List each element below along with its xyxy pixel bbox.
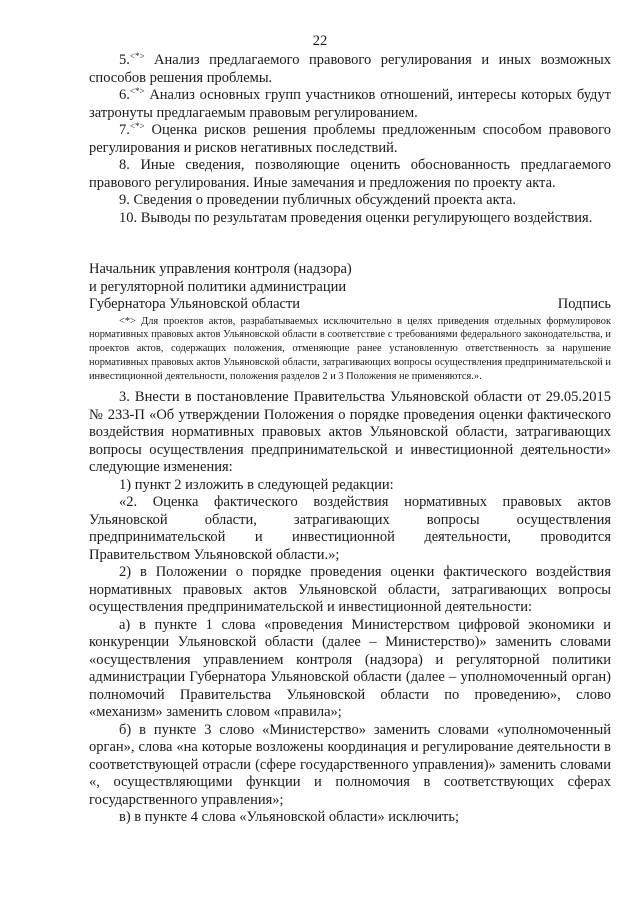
list-item xyxy=(89,192,611,210)
item-text: Анализ основных групп участников отношений, интересы которых будут затронуты предлагаемым правовым регулированием. xyxy=(89,87,611,121)
footnote-mark: <*> xyxy=(129,86,145,96)
amendment-paragraph: в) в пункте 4 слова «Ульяновской области» исключить; xyxy=(119,809,459,826)
item-text: Иные сведения, позволяющие оценить обоснованность предлагаемого правового регулирования. Иные замечания и предложения по проекту акта. xyxy=(89,157,611,191)
item-number: 6. xyxy=(119,87,130,103)
list-item xyxy=(89,122,611,157)
document-body xyxy=(89,52,611,827)
footnote-mark: <*> xyxy=(129,121,145,131)
signature-line: и регуляторной политики администрации xyxy=(89,278,347,295)
item-text: Анализ предлагаемого правового регулирования и иных возможных способов решения проблемы. xyxy=(89,52,611,86)
item-text: Выводы по результатам проведения оценки регулирующего воздействия. xyxy=(137,209,593,226)
footnote xyxy=(89,315,611,384)
amendment-paragraph: 2) в Положении о порядке проведения оценки фактического воздействия нормативных правовых актов Ульяновской области, затрагивающих вопросы осуществления предпринимательской и инвестиционной деятельности: xyxy=(89,564,611,616)
signature-label: Подпись xyxy=(557,296,611,312)
amendments xyxy=(89,389,611,827)
item-text: Оценка рисков решения проблемы предложенным способом правового регулирования и рисков негативных последствий. xyxy=(89,122,611,156)
list-item xyxy=(89,87,611,122)
page-number: 22 xyxy=(312,33,328,49)
amendment-paragraph: 1) пункт 2 изложить в следующей редакции: xyxy=(119,476,394,493)
list-item xyxy=(89,52,611,87)
item-number: 5. xyxy=(119,52,130,68)
list-item xyxy=(89,157,611,192)
item-number: 7. xyxy=(119,122,130,138)
footnote-mark: <*> xyxy=(129,51,145,61)
item-number: 10. xyxy=(119,209,138,226)
signature-line: Губернатора Ульяновской области xyxy=(89,296,301,312)
list-item xyxy=(89,210,611,228)
item-text: Сведения о проведении публичных обсуждений проекта акта. xyxy=(129,192,516,208)
amendment-paragraph: 3. Внести в постановление Правительства Ульяновской области от 29.05.2015 № 233-П «Об утверждении Положения о порядке проведения оценки фактического воздействия нормативных правовых актов Ульяновской области, затрагивающих вопросы осуществления предпринимательской и инвестиционной деятельности» следующие изменения: xyxy=(89,389,611,476)
signature-row xyxy=(89,296,611,314)
amendment-paragraph: «2. Оценка фактического воздействия нормативных правовых актов Ульяновской области, затрагивающих вопросы осуществления предпринимательской и инвестиционной деятельности, проводится Правительством Ульяновской области.»; xyxy=(89,494,611,563)
item-number: 9. xyxy=(119,192,130,208)
amendment-paragraph: б) в пункте 3 слово «Министерство» заменить словами «уполномоченный орган», слова «на которые возложены координация и регулирование деятельности в соответствующей отрасли (сфере государственного управления)» заменить словами «, осуществляющими функции и полномочия в соответствующих сферах государственного управления»; xyxy=(89,721,611,808)
item-number: 8. xyxy=(119,157,130,173)
footnote-text: <*> Для проектов актов, разрабатываемых исключительно в целях приведения отдельных формулировок нормативных правовых актов Ульяновской области в соответствие с требованиями федерального законодательства, и проектов актов, содержащих положения, отменяющие ранее установленную ответственность за нарушение нормативных правовых актов Ульяновской области, затрагивающих вопросы осуществления предпринимательской и инвестиционной деятельности, положения разделов 2 и 3 Положения не применяются.». xyxy=(89,315,611,382)
signature-line: Начальник управления контроля (надзора) xyxy=(89,261,352,277)
signature-block xyxy=(89,261,611,314)
amendment-paragraph: а) в пункте 1 слова «проведения Министерством цифровой экономики и конкуренции Ульяновской области (далее – Министерство)» заменить словами «осуществления управлением контроля (надзора) и регуляторной политики администрации Губернатора Ульяновской области (далее – уполномоченный орган) полномочий Правительства Ульяновской области по проведению», слово «механизм» заменить словом «правила»; xyxy=(89,616,611,721)
section-list xyxy=(89,52,611,227)
